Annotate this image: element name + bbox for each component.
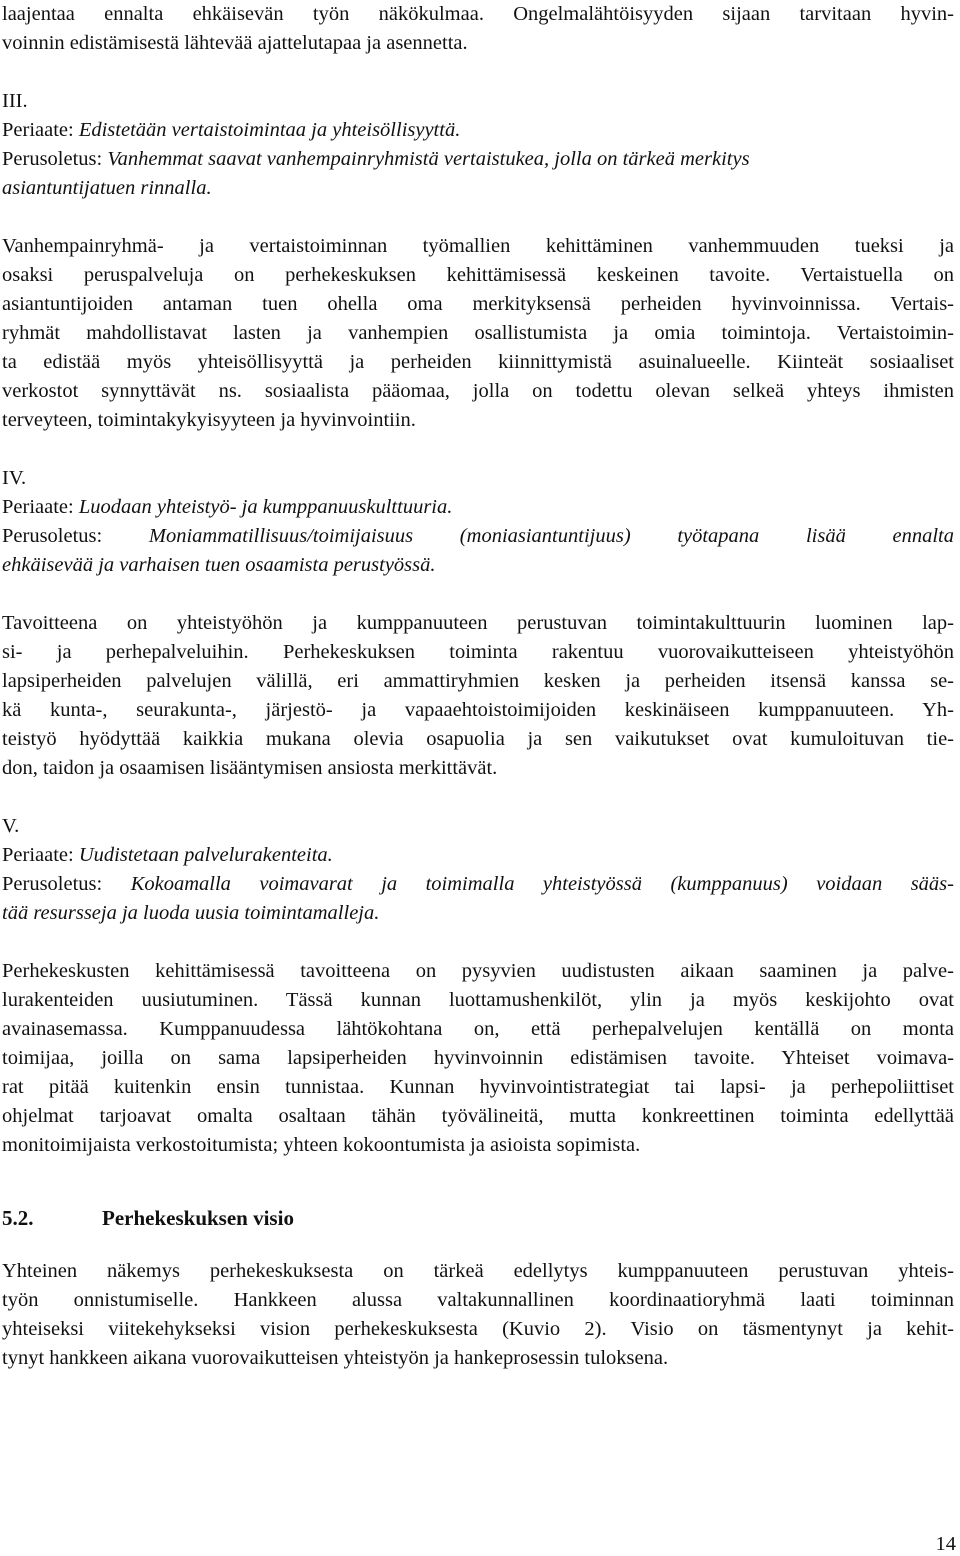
section-number: 5.2.	[2, 1206, 34, 1230]
text-line: rat pitää kuitenkin ensin tunnistaa. Kunnan hyvinvointistrategiat tai lapsi- ja perhepoliittiset	[2, 1076, 954, 1098]
text-line: asiantuntijoiden antaman tuen ohella oma merkityksensä perheiden hyvinvoinnissa. Vertais-	[2, 293, 954, 315]
section-v-body	[2, 957, 954, 1160]
assumption-line	[2, 145, 954, 174]
assumption-label: Perusoletus:	[2, 525, 149, 547]
text-line: Perhekeskusten kehittämisessä tavoitteena on pysyvien uudistusten aikaan saaminen ja palve-	[2, 960, 954, 982]
principle-line	[2, 493, 954, 522]
section-5-2-body	[2, 1257, 954, 1373]
section-heading	[2, 1201, 954, 1235]
assumption-text-continued: asiantuntijatuen rinnalla.	[2, 177, 212, 199]
text-line: toimijaa, joilla on sama lapsiperheiden hyvinvoinnin edistämisen tavoite. Yhteiset voimava-	[2, 1047, 954, 1069]
intro-paragraph	[2, 0, 954, 58]
text-line: monitoimijaista verkostoitumista; yhteen kokoontumista ja asioista sopimista.	[2, 1134, 641, 1156]
assumption-text-continued: tää resursseja ja luoda uusia toimintamalleja.	[2, 902, 380, 924]
section-title: Perhekeskuksen visio	[102, 1206, 294, 1230]
section-roman-numeral: IV.	[2, 467, 27, 489]
text-line: Vanhempainryhmä- ja vertaistoiminnan työmallien kehittäminen vanhemmuuden tueksi ja	[2, 235, 954, 257]
text-line: ta edistää myös yhteisöllisyyttä ja perheiden kiinnittymistä asuinalueelle. Kiinteät sosiaaliset	[2, 351, 954, 373]
text-line: ohjelmat tarjoavat omalta osaltaan tähän työvälineitä, mutta konkreettinen toiminta edellyttää	[2, 1105, 954, 1127]
text-line: yhteiseksi viitekehykseksi vision perhekeskuksesta (Kuvio 2). Visio on täsmentynyt ja kehit-	[2, 1318, 954, 1340]
text-line: avainasemassa. Kumppanuudessa lähtökohtana on, että perhepalvelujen kentällä on monta	[2, 1018, 954, 1040]
assumption-text: Vanhemmat saavat vanhempainryhmistä vertaistukea, jolla on tärkeä merkitys	[107, 148, 750, 170]
assumption-label: Perusoletus:	[2, 148, 108, 170]
principle-line	[2, 116, 954, 145]
text-line: voinnin edistämisestä lähtevää ajattelutapaa ja asennetta.	[2, 32, 468, 54]
text-line: terveyteen, toimintakykyisyyteen ja hyvinvointiin.	[2, 409, 416, 431]
text-line: Tavoitteena on yhteistyöhön ja kumppanuuteen perustuvan toimintakulttuurin luominen lap-	[2, 612, 954, 634]
text-line: laajentaa ennalta ehkäisevän työn näkökulmaa. Ongelmalähtöisyyden sijaan tarvitaan hyvin-	[2, 3, 954, 25]
section-roman-numeral: III.	[2, 90, 28, 112]
principle-label: Periaate:	[2, 496, 79, 518]
principle-text: Edistetään vertaistoimintaa ja yhteisöllisyyttä.	[78, 119, 461, 141]
text-line: lurakenteiden uusiutuminen. Tässä kunnan luottamushenkilöt, ylin ja myös keskijohto ovat	[2, 989, 954, 1011]
principle-line	[2, 841, 954, 870]
section-iv	[2, 464, 954, 783]
text-line: teistyö hyödyttää kaikkia mukana olevia osapuolia ja sen vaikutukset ovat kumuloituvan tie-	[2, 728, 954, 750]
text-line: osaksi peruspalveluja on perhekeskuksen kehittämisessä keskeinen tavoite. Vertaistuella on	[2, 264, 954, 286]
text-line: si- ja perhepalveluihin. Perhekeskuksen toiminta rakentuu vuorovaikutteiseen yhteistyöhön	[2, 641, 954, 663]
principle-label: Periaate:	[2, 119, 79, 141]
page-number: 14	[935, 1533, 956, 1555]
assumption-line	[2, 522, 954, 551]
assumption-label: Perusoletus:	[2, 873, 131, 895]
section-iii-body	[2, 232, 954, 435]
assumption-text-continued: ehkäisevää ja varhaisen tuen osaamista perustyössä.	[2, 554, 436, 576]
text-line: työn onnistumiselle. Hankkeen alussa valtakunnallinen koordinaatioryhmä laati toiminnan	[2, 1289, 954, 1311]
principle-label: Periaate:	[2, 844, 79, 866]
text-line: verkostot synnyttävät ns. sosiaalista pääomaa, jolla on todettu olevan selkeä yhteys ihmisten	[2, 380, 954, 402]
text-line: kä kunta-, seurakunta-, järjestö- ja vapaaehtoistoimijoiden keskinäiseen kumppanuuteen. Yh-	[2, 699, 954, 721]
text-line: lapsiperheiden palvelujen välillä, eri ammattiryhmien kesken ja perheiden itsensä kanssa se-	[2, 670, 954, 692]
text-line: tynyt hankkeen aikana vuorovaikutteisen yhteistyön ja hankeprosessin tuloksena.	[2, 1347, 669, 1369]
assumption-line	[2, 870, 954, 899]
text-line: don, taidon ja osaamisen lisääntymisen ansiosta merkittävät.	[2, 757, 498, 779]
section-iv-body	[2, 609, 954, 783]
section-iii	[2, 87, 954, 435]
assumption-text: Moniammatillisuus/toimijaisuus (moniasiantuntijuus) työtapana lisää ennalta	[148, 525, 954, 547]
principle-text: Luodaan yhteistyö- ja kumppanuuskulttuuria.	[78, 496, 453, 518]
text-line: ryhmät mahdollistavat lasten ja vanhempien osallistumista ja omia toimintoja. Vertaistoimin-	[2, 322, 954, 344]
section-roman-numeral: V.	[2, 815, 20, 837]
text-line: Yhteinen näkemys perhekeskuksesta on tärkeä edellytys kumppanuuteen perustuvan yhteis-	[2, 1260, 954, 1282]
document-page	[2, 0, 954, 1373]
assumption-text: Kokoamalla voimavarat ja toimimalla yhteistyössä (kumppanuus) voidaan sääs-	[130, 873, 954, 895]
section-v	[2, 812, 954, 1160]
principle-text: Uudistetaan palvelurakenteita.	[78, 844, 333, 866]
